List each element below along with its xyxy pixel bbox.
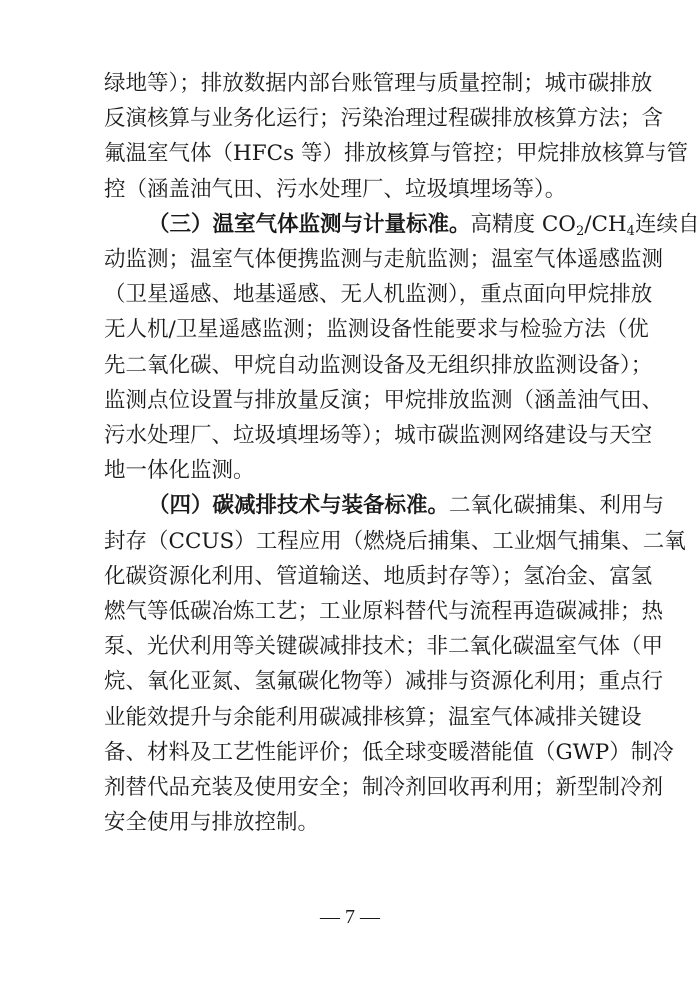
paragraph-line: 绿地等）；排放数据内部台账管理与质量控制；城市碳排放 (104, 71, 653, 96)
paragraph-line: 污水处理厂、垃圾填埋场等）；城市碳监测网络建设与天空 (104, 423, 653, 448)
section-3-text: 连续自 (634, 211, 700, 237)
paragraph-line: 动监测；温室气体便携监测与走航监测；温室气体遥感监测 (104, 247, 664, 272)
section-3-first-line (148, 211, 700, 246)
paragraph-line: 先二氧化碳、甲烷自动监测设备及无组织排放监测设备）； (104, 352, 653, 378)
section-4-text: 二氧化碳捕集、利用与 (449, 493, 665, 519)
paragraph-line: 无人机/卫星遥感监测；监测设备性能要求与检验方法（优 (104, 317, 649, 343)
paragraph-line: 烷、氧化亚氮、氢氟碳化物等）减排与资源化利用；重点行 (104, 669, 664, 695)
paragraph-line: 反演核算与业务化运行；污染治理过程碳排放核算方法；含 (104, 106, 664, 132)
paragraph-line: （卫星遥感、地基遥感、无人机监测），重点面向甲烷排放 (104, 282, 653, 308)
subscript: 4 (626, 223, 635, 239)
paragraph-line: 化碳资源化利用、管道输送、地质封存等）；氢冶金、富氢 (104, 563, 653, 589)
paragraph-line: 剂替代品充装及使用安全；制冷剂回收再利用；新型制冷剂 (104, 775, 664, 800)
paragraph-line: 业能效提升与余能利用碳减排核算；温室气体减排关键设 (104, 704, 642, 730)
paragraph-line: 安全使用与排放控制。 (104, 810, 320, 836)
section-3-text: /CH (584, 211, 627, 237)
paragraph-line: 地一体化监测。 (104, 458, 255, 484)
section-3-text: 高精度 CO (470, 211, 576, 237)
paragraph-line: 控（涵盖油气田、污水处理厂、垃圾填埋场等）。 (104, 176, 567, 202)
page-number: — 7 — (320, 906, 380, 928)
section-3-heading: （三）温室气体监测与计量标准。 (148, 211, 471, 237)
paragraph-line: 监测点位设置与排放量反演；甲烷排放监测（涵盖油气田、 (104, 387, 664, 413)
paragraph-line: 氟温室气体（HFCs 等）排放核算与管控；甲烷排放核算与管 (104, 141, 688, 167)
paragraph-line: 泵、光伏利用等关键碳减排技术；非二氧化碳温室气体（甲 (104, 634, 664, 660)
section-4-heading: （四）碳减排技术与装备标准。 (148, 493, 450, 519)
paragraph-line: 封存（CCUS）工程应用（燃烧后捕集、工业烟气捕集、二氧 (104, 528, 686, 554)
section-4-first-line (148, 492, 665, 520)
subscript: 2 (575, 223, 585, 239)
paragraph-line: 燃气等低碳冶炼工艺；工业原料替代与流程再造碳减排；热 (104, 599, 664, 624)
paragraph-line: 备、材料及工艺性能评价；低全球变暖潜能值（GWP）制冷 (104, 739, 674, 765)
